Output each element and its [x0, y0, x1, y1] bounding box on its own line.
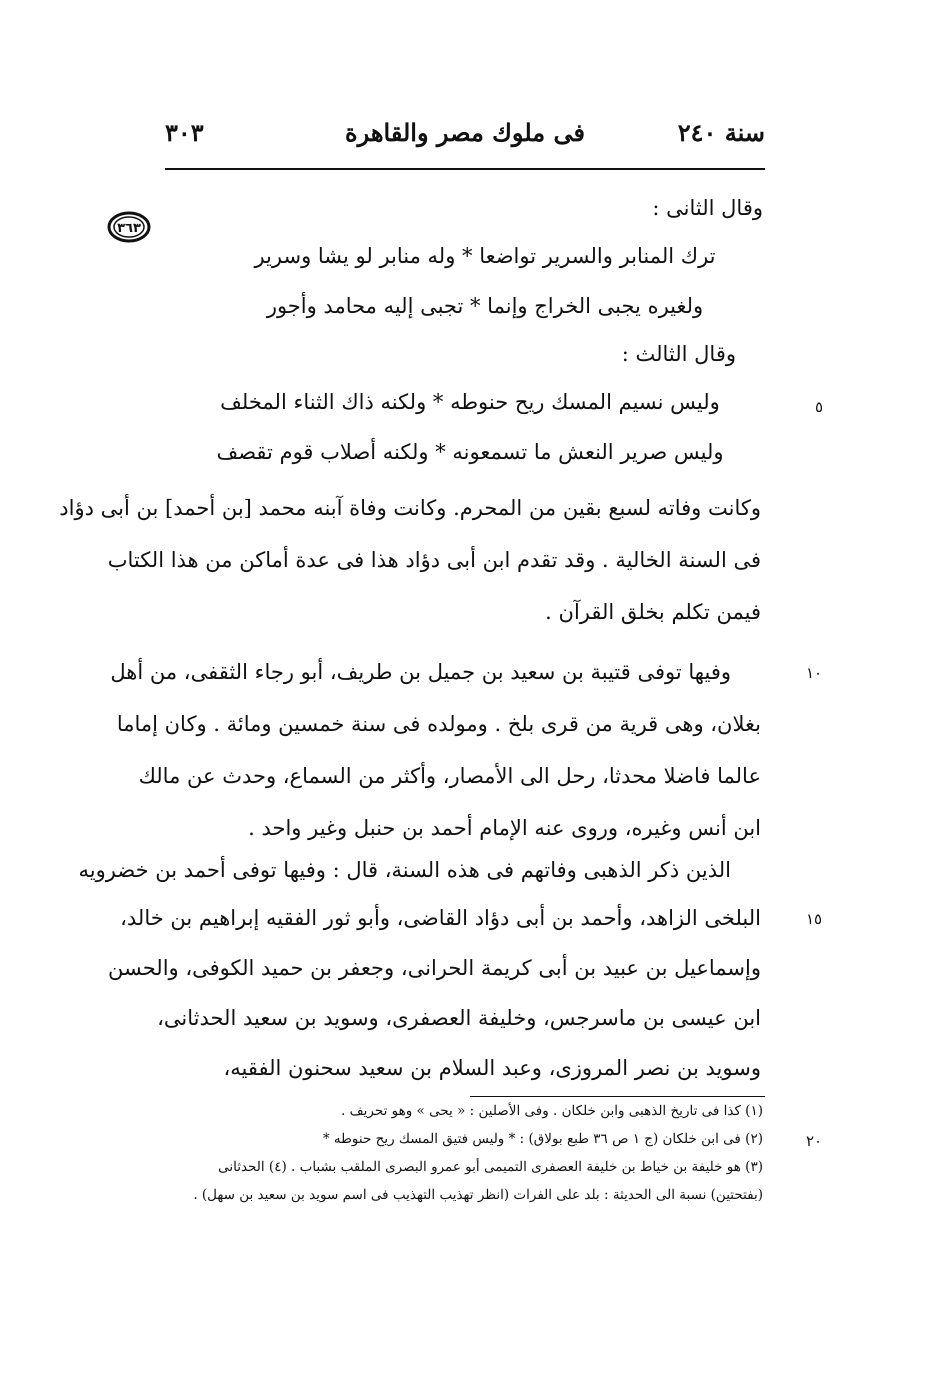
body-line: ابن أنس وغيره، وروى عنه الإمام أحمد بن حنبل وغير واحد . — [248, 816, 761, 840]
verse-line: ولغيره يجبى الخراج وإنما * تجبى إليه محامد وأجور — [266, 294, 704, 318]
margin-line-number: ١٠ — [806, 664, 823, 682]
verse-line: وليس صرير النعش ما تسمعونه * ولكنه أصلاب قوم تقصف — [216, 440, 724, 464]
page-number: ٣٠٣ — [165, 118, 204, 147]
margin-line-number: ٢٠ — [806, 1132, 823, 1150]
margin-line-number: ٥ — [815, 398, 824, 416]
body-line: فى السنة الخالية . وقد تقدم ابن أبى دؤاد هذا فى عدة أماكن من هذا الكتاب — [107, 548, 761, 572]
body-line: ابن عيسى بن ماسرجس، وخليفة العصفرى، وسويد بن سعيد الحدثانى، — [157, 1006, 761, 1030]
body-line: وإسماعيل بن عبيد بن أبى كريمة الحرانى، وجعفر بن حميد الكوفى، والحسن — [108, 956, 761, 980]
margin-line-number: ١٥ — [806, 910, 823, 928]
body-line: وكانت وفاته لسبع بقين من المحرم. وكانت وفاة آبنه محمد [بن أحمد] بن أبى دؤاد — [59, 496, 761, 520]
footnote-rule — [470, 1096, 765, 1097]
svg-text:٣٦٣: ٣٦٣ — [117, 221, 141, 236]
body-line: عالما فاضلا محدثا، رحل الى الأمصار، وأكثر من السماع، وحدث عن مالك — [138, 764, 761, 788]
verse-line: وليس نسيم المسك ريح حنوطه * ولكنه ذاك الثناء المخلف — [220, 390, 720, 414]
footnote: (بفتحتين) نسبة الى الحديثة : بلد على الفرات (انظر تهذيب التهذيب فى اسم سويد بن سعيد بن سهل) . — [193, 1187, 763, 1203]
body-line: وفيها توفى قتيبة بن سعيد بن جميل بن طريف، أبو رجاء الثقفى، من أهل — [110, 660, 731, 684]
library-seal-icon — [106, 210, 152, 244]
body-line: بغلان، وهى قرية من قرى بلخ . ومولده فى سنة خمسين ومائة . وكان إماما — [116, 712, 761, 736]
footnote: (٣) هو خليفة بن خياط بن خليفة العصفرى التميمى أبو عمرو البصرى الملقب بشباب . (٤) الحدثانى — [218, 1159, 763, 1175]
body-line: الذين ذكر الذهبى وفاتهم فى هذه السنة، قال : وفيها توفى أحمد بن خضرويه — [78, 858, 731, 882]
footnote: (١) كذا فى تاريخ الذهبى وابن خلكان . وفى الأصلين : « يحى » وهو تحريف . — [341, 1103, 763, 1119]
footnote: (٢) فى ابن خلكان (ج ١ ص ٣٦ طبع بولاق) : * وليس فتيق المسك ريح حنوطه * — [322, 1131, 763, 1147]
verse-line: ترك المنابر والسرير تواضعا * وله منابر لو يشا وسرير — [254, 244, 716, 268]
body-line: وسويد بن نصر المروزى، وعبد السلام بن سعيد سحنون الفقيه، — [223, 1056, 761, 1080]
header-rule — [165, 168, 765, 170]
body-line: فيمن تكلم بخلق القرآن . — [545, 600, 761, 624]
header-year: سنة ٢٤٠ — [677, 118, 765, 147]
body-line: وقال الثانى : — [652, 196, 763, 220]
page-header — [165, 118, 765, 158]
body-line: البلخى الزاهد، وأحمد بن أبى دؤاد القاضى، وأبو ثور الفقيه إبراهيم بن خالد، — [120, 906, 761, 930]
header-title: فى ملوك مصر والقاهرة — [345, 118, 585, 147]
body-line: وقال الثالث : — [621, 342, 736, 366]
